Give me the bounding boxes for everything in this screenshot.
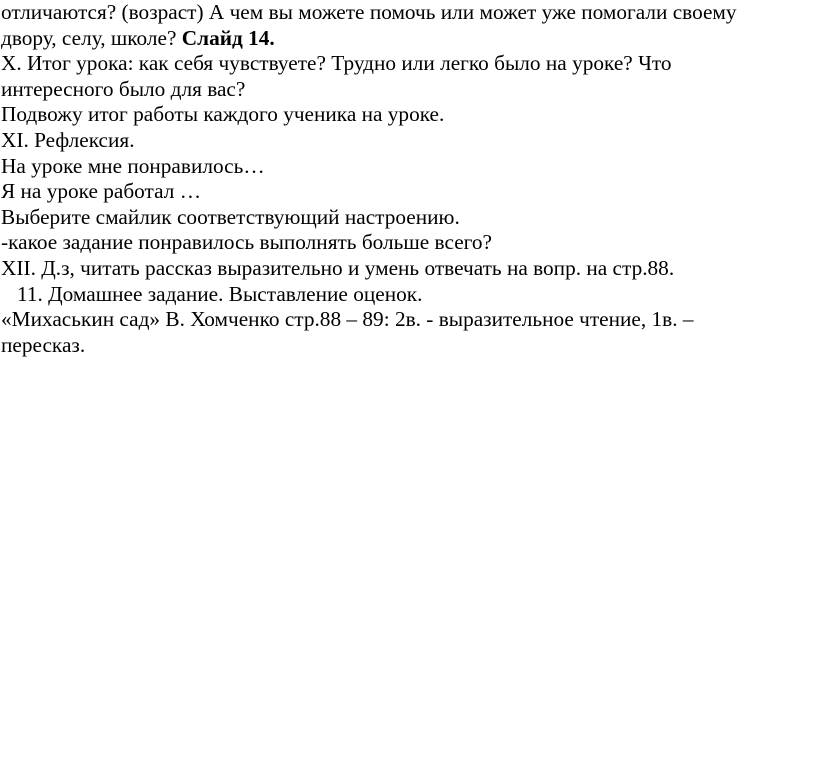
document-body [1,0,813,358]
text-line-9: Выберите смайлик соответствующий настроению. [1,204,460,229]
slide-label: Слайд 14. [181,25,275,50]
text-line-5: Подвожу итог работы каждого ученика на уроке. [1,102,445,127]
section-heading-reflection: XI. Рефлексия. [1,127,135,152]
text-line-14: пересказ. [1,332,86,357]
text-line-3: X. Итог урока: как себя чувствуете? Трудно или легко было на уроке? Что [1,51,672,76]
text-line-8: Я на уроке работал … [1,179,202,204]
text-line-7: На уроке мне понравилось… [1,153,265,178]
text-line-4: интересного было для вас? [1,76,246,101]
text-line-13: «Михаськин сад» В. Хомченко стр.88 – 89: 2в. - выразительное чтение, 1в. – [1,307,694,332]
homework-heading: 11. Домашнее задание. Выставление оценок. [17,281,423,306]
text-line-2 [1,26,813,52]
homework-line: XII. Д.з, читать рассказ выразительно и умень отвечать на вопр. на стр.88. [1,255,675,280]
text-line-1: отличаются? (возраст) А чем вы можете помочь или может уже помогали своему [1,0,737,24]
text-line-10: -какое задание понравилось выполнять больше всего? [1,230,492,255]
text-line-2-content: двору, селу, школе? [1,25,182,50]
